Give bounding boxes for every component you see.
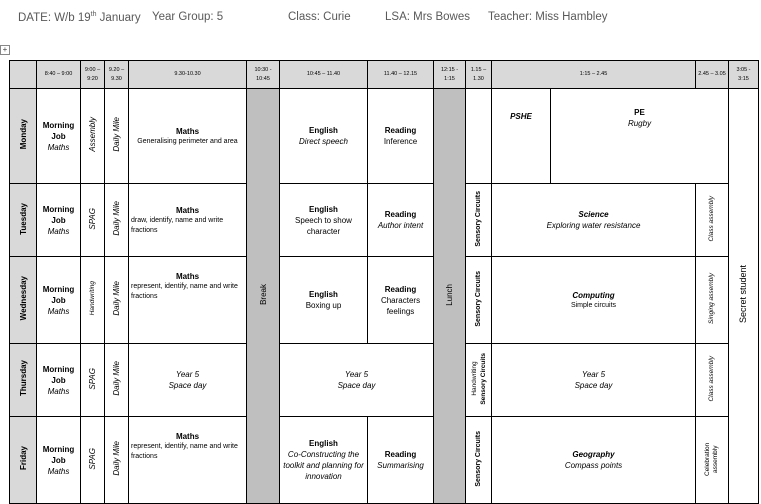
time-header: 9.20 – 9.30 [105,61,129,89]
maths-cell: Maths Generalising perimeter and area [129,89,247,184]
spag-cell: SPAG [81,417,105,504]
lsa-label: LSA: Mrs Bowes [385,11,470,23]
teacher-label: Teacher: Miss Hambley [488,11,608,23]
daily-mile-cell: Daily Mile [105,257,129,344]
empty-cell [466,89,492,184]
sensory-circuits-cell: Sensory Circuits [466,257,492,344]
time-header: 9.30-10.30 [129,61,247,89]
time-header: 10:30 - 10:45 [247,61,280,89]
morning-job-cell: Morning Job Maths [37,344,81,417]
morning-job-cell: Morning Job Maths [37,184,81,257]
assembly-cell: Celebration assembly [696,417,729,504]
time-header: 10:45 – 11.40 [280,61,368,89]
sensory-circuits-cell: Sensory Circuits [466,417,492,504]
reading-cell: Reading Inference [368,89,434,184]
break-cell: Break [247,89,280,504]
day-label: Monday [10,89,37,184]
pe-cell: PE Rugby [551,89,729,184]
computing-cell: Computing Simple circuits [492,257,696,344]
handwriting-cell: Handwriting [81,257,105,344]
day-label: Wednesday [10,257,37,344]
date-label: DATE: W/b 19th January [18,11,141,24]
time-header-row [10,61,759,89]
science-cell: Science Exploring water resistance [492,184,696,257]
table-move-handle-icon[interactable]: + [0,45,10,55]
english-cell: English Co-Constructing the toolkit and planning for innovation [280,417,368,504]
morning-job-cell: Morning Job Maths [37,89,81,184]
time-header: 12:15 - 1:15 [434,61,466,89]
timetable [9,60,759,504]
space-day-cell: Year 5 Space day [492,344,696,417]
english-cell: English Boxing up [280,257,368,344]
reading-cell: Reading Author intent [368,184,434,257]
pshe-cell: PSHE [492,89,551,184]
row-wednesday [10,257,759,344]
day-label: Friday [10,417,37,504]
year-group: Year Group: 5 [152,11,224,23]
day-label: Thursday [10,344,37,417]
lunch-cell: Lunch [434,89,466,504]
morning-job-cell: Morning Job Maths [37,417,81,504]
daily-mile-cell: Daily Mile [105,344,129,417]
english-cell: English Speech to show character [280,184,368,257]
reading-cell: Reading Summarising [368,417,434,504]
spag-cell: SPAG [81,184,105,257]
class-label: Class: Curie [288,11,351,23]
secret-student-cell: Secret student [729,89,759,504]
daily-mile-cell: Daily Mile [105,89,129,184]
reading-cell: Reading Characters feelings [368,257,434,344]
handwriting-sensory-cell: Handwriting Sensory Circuits [466,344,492,417]
time-header: 1.15 – 1.30 [466,61,492,89]
row-monday [10,89,759,184]
assembly-cell: Singing assembly [696,257,729,344]
space-day-cell: Year 5 Space day [129,344,247,417]
time-header: 2.45 – 3.05 [696,61,729,89]
daily-mile-cell: Daily Mile [105,184,129,257]
time-header: 8:40 – 9:00 [37,61,81,89]
english-cell: English Direct speech [280,89,368,184]
time-header: 3:05 - 3:15 [729,61,759,89]
day-label: Tuesday [10,184,37,257]
time-header: 9:00 – 9:20 [81,61,105,89]
row-friday [10,417,759,504]
assembly-cell: Class assembly [696,184,729,257]
maths-cell: Maths draw, identify, name and write fractions [129,184,247,257]
sensory-circuits-cell: Sensory Circuits [466,184,492,257]
geography-cell: Geography Compass points [492,417,696,504]
spag-cell: SPAG [81,344,105,417]
corner-cell [10,61,37,89]
daily-mile-cell: Daily Mile [105,417,129,504]
maths-cell: Maths represent, identify, name and write fractions [129,417,247,504]
assembly-cell: Class assembly [696,344,729,417]
time-header: 11.40 – 12.15 [368,61,434,89]
row-tuesday [10,184,759,257]
row-thursday [10,344,759,417]
morning-job-cell: Morning Job Maths [37,257,81,344]
space-day-cell: Year 5 Space day [280,344,434,417]
assembly-cell: Assembly [81,89,105,184]
time-header: 1:15 – 2.45 [492,61,696,89]
maths-cell: Maths represent, identify, name and write fractions [129,257,247,344]
